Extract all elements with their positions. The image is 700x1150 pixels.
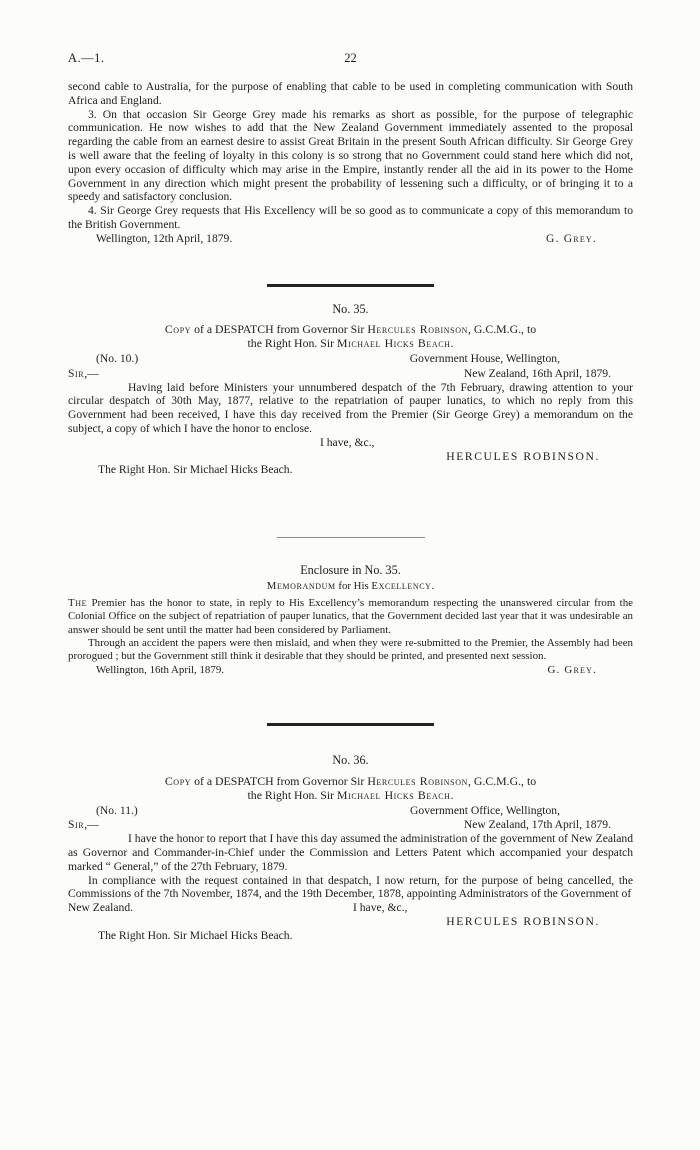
salutation-dash: ,— [84, 366, 99, 380]
salutation-dash: ,— [84, 818, 99, 832]
address-line-2: New Zealand, 16th April, 1879. [463, 366, 611, 380]
despatch-title-line2 [68, 337, 633, 351]
page-number: 22 [344, 51, 357, 65]
subheading-excellency: Excellency [371, 579, 432, 592]
paragraph-3: 3. On that occasion Sir George Grey made his remarks as short as possible, for the purpose of telegraphic communication. He now wishes to add that the New Zealand Government immediately assented to the proposal regarding the cable from an earnest desire to assist Great Britain in the present South African difficulty. Sir George Grey is well aware that the feeling of loyalty in this colony is so strong that no Government could stand here which did not, upon every occasion of difficulty which may arise in the Empire, instantly render all the aid in its power to the Home Government in any direction which might present the probability of lessening such a difficulty, or of bringing it to a speedy and satisfactory conclusion. [68, 107, 633, 204]
despatch-title [68, 323, 633, 337]
salutation [68, 367, 99, 381]
title-tail: , G.C.M.G., to [467, 773, 537, 788]
valediction: I have, &c., [320, 435, 375, 449]
section-divider [267, 284, 434, 287]
enclosure-paragraph-1-text: Premier has the honor to state, in reply to His Excellency’s memorandum respecting the unanswered circular from the Colonial Office on the subject of repatriation of pauper lunatics, that the Government decided last year that it was undesirable an answer should be sent until the matter had been considered by Parliament. [68, 596, 633, 636]
despatch-body-paragraph-2: In compliance with the request contained in that despatch, I now return, for the purpose of being cancelled, the Commissions of the 7th November, 1874, and the 19th December, 1878, appointing Administrators of the Government of [68, 873, 633, 901]
title-copy: Copy [164, 773, 192, 788]
addressee-line: The Right Hon. Sir Michael Hicks Beach. [98, 928, 293, 942]
subheading-mid: for His [335, 579, 372, 592]
valediction: I have, &c., [353, 901, 408, 915]
dateline: Wellington, 12th April, 1879. [96, 231, 233, 245]
despatch-body: Having laid before Ministers your unnumbered despatch of the 7th February, drawing attention to your circular despatch of 30th May, 1877, relative to the repatriation of pauper lunatics, to which no reply from this Government had been received, I have this day received from the Premier (Sir George Grey) a memorandum on the subject, a copy of which I have the honor to enclose. [68, 380, 633, 435]
salutation-sir: Sir [68, 818, 85, 832]
closing-line-row [68, 901, 633, 915]
title-dot: . [450, 336, 454, 351]
paragraph-intro: second cable to Australia, for the purpose of enabling that cable to be used in completing communication with South Africa and England. [68, 80, 633, 107]
despatch-number-heading: No. 36. [332, 753, 369, 768]
enclosure-subheading [68, 580, 633, 594]
enclosure-divider [277, 537, 425, 538]
enclosure-paragraph-2: Through an accident the papers were then mislaid, and when they were re-submitted to the Premier, the Assembly had been prorogued ; but the Government still think it desirable that they should be printed, and presented next session. [68, 636, 633, 663]
enclosure-dateline: Wellington, 16th April, 1879. [96, 663, 224, 676]
enclosure-signature-g-grey: G. Grey. [547, 663, 597, 676]
memo-continuation-section [68, 80, 633, 246]
signature-hercules-robinson: HERCULES ROBINSON. [446, 914, 600, 928]
despatch-meta-row [68, 352, 633, 366]
dateline-row [68, 232, 633, 246]
title-governor-name: Hercules Robinson [367, 322, 468, 337]
enclosure-paragraph-1 [68, 597, 633, 637]
enclosure-dateline-row [68, 664, 633, 677]
enclosure-heading: Enclosure in No. 35. [300, 563, 401, 578]
paragraph-4: 4. Sir George Grey requests that His Excellency will be so good as to communicate a copy of this memorandum to the British Government. [68, 204, 633, 231]
despatch-no: (No. 11.) [96, 803, 138, 817]
addressee-line: The Right Hon. Sir Michael Hicks Beach. [98, 463, 293, 477]
signature-hercules-robinson: HERCULES ROBINSON. [446, 449, 600, 463]
despatch-no: (No. 10.) [96, 351, 139, 365]
address-line-2: New Zealand, 17th April, 1879. [463, 818, 611, 832]
enclosure-body [68, 597, 633, 677]
title-mid: of a DESPATCH from Governor Sir [191, 773, 368, 788]
despatch-number-heading: No. 35. [332, 301, 369, 316]
title-tail: , G.C.M.G., to [467, 322, 537, 337]
title-copy: Copy [164, 322, 192, 337]
enclosure-section [68, 564, 633, 677]
subheading-memorandum: Memorandum [266, 579, 336, 592]
lead-word: The [68, 596, 88, 609]
document-reference: A.—1. [68, 51, 105, 65]
title-dot: . [450, 787, 454, 802]
despatch-no35-section [68, 303, 633, 478]
address-line-1: Government Office, Wellington, [410, 803, 560, 817]
despatch-title-line2 [68, 789, 633, 803]
salutation-row [68, 818, 633, 832]
title-lead2: the Right Hon. Sir [247, 787, 337, 802]
despatch-title [68, 775, 633, 789]
title-mid: of a DESPATCH from Governor Sir [191, 322, 368, 337]
title-lead2: the Right Hon. Sir [247, 336, 337, 351]
body-last-line: New Zealand. [68, 901, 134, 915]
despatch-meta-row [68, 804, 633, 818]
salutation [68, 818, 99, 832]
signature-g-grey: G. Grey. [545, 231, 597, 245]
despatch-no36-section [68, 754, 633, 942]
section-divider [267, 723, 434, 726]
title-governor-name: Hercules Robinson [367, 773, 468, 788]
title-addressee-name: Michael Hicks Beach [337, 787, 451, 802]
title-addressee-name: Michael Hicks Beach [337, 336, 451, 351]
salutation-row [68, 367, 633, 381]
subheading-dot: . [431, 579, 435, 592]
salutation-sir: Sir [68, 366, 85, 380]
page-header [68, 52, 633, 68]
address-line-1: Government House, Wellington, [409, 351, 560, 365]
despatch-body-paragraph-1: I have the honor to report that I have this day assumed the administration of the government of New Zealand as Governor and Commander-in-Chief under the Commission and Letters Patent which accompanied your despatch marked “ General,” of the 27th February, 1879. [68, 832, 633, 873]
